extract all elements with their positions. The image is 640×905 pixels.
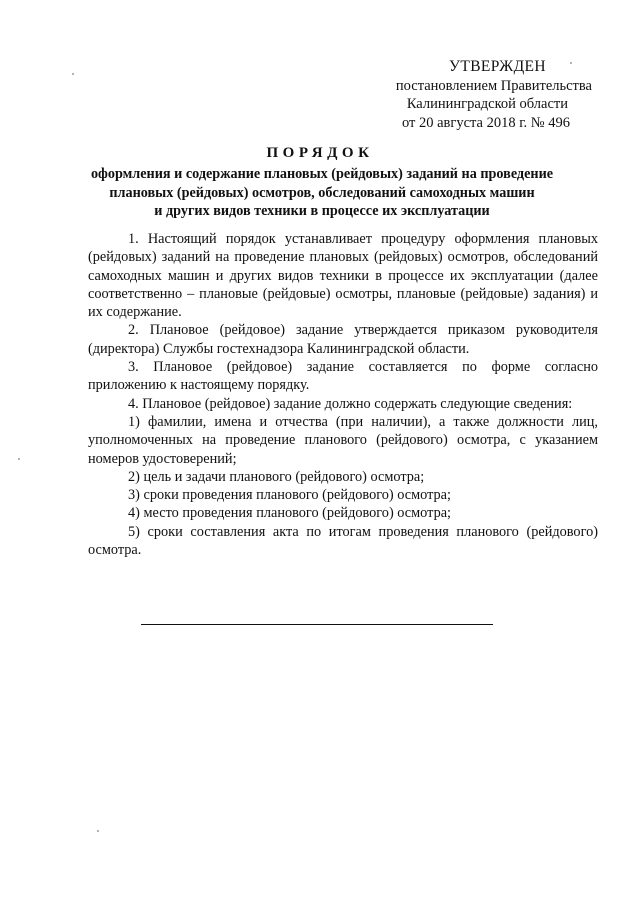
- scan-speck: [18, 458, 20, 460]
- approval-line-2: Калининградской области: [406, 96, 568, 112]
- scan-speck: [570, 62, 572, 64]
- list-item-5: 5) сроки составления акта по итогам проведения планового (рейдового) осмотра.: [88, 523, 598, 559]
- list-item-1: 1) фамилии, имена и отчества (при наличии), а также должности лиц, уполномоченных на проведение планового (рейдового) осмотра, с указанием номеров удостоверений;: [88, 413, 598, 467]
- paragraph-3: 3. Плановое (рейдовое) задание составляется по форме согласно приложению к настоящему порядку.: [88, 359, 598, 394]
- subtitle-line: плановых (рейдовых) осмотров, обследований самоходных машин: [109, 184, 535, 201]
- scan-speck: [72, 73, 74, 75]
- list-item-3: 3) сроки проведения планового (рейдового) осмотра;: [128, 487, 451, 504]
- list-item-4: 4) место проведения планового (рейдового) осмотра;: [128, 505, 452, 522]
- scan-speck: [97, 830, 99, 832]
- paragraph-1: 1. Настоящий порядок устанавливает процедуру оформления плановых (рейдовых) заданий на проведение плановых (рейдовых) осмотров, обследований самоходных машин и других видов техники в процессе их эксплуатации (далее соответственно – плановые (рейдовые) осмотры, плановые (рейдовые) задания) и их содержание.: [88, 231, 598, 321]
- document-title: ПОРЯДОК: [266, 145, 374, 161]
- subtitle-line: оформления и содержание плановых (рейдовых) заданий на проведение: [90, 166, 554, 182]
- paragraph-4: 4. Плановое (рейдовое) задание должно содержать следующие сведения:: [128, 395, 573, 412]
- subtitle-line: и других видов техники в процессе их эксплуатации: [154, 203, 490, 219]
- document-body: [88, 230, 598, 559]
- approval-line-3: от 20 августа 2018 г. № 496: [401, 114, 570, 131]
- closing-divider: [141, 624, 493, 625]
- approval-line-1: постановлением Правительства: [395, 77, 592, 94]
- approval-title: УТВЕРЖДЕН: [448, 58, 546, 75]
- document-subtitle: [80, 165, 564, 221]
- list-item-2: 2) цель и задачи планового (рейдового) осмотра;: [128, 468, 425, 485]
- paragraph-2: 2. Плановое (рейдовое) задание утверждается приказом руководителя (директора) Службы гостехнадзора Калининградской области.: [88, 322, 598, 357]
- approval-stamp: [396, 58, 592, 132]
